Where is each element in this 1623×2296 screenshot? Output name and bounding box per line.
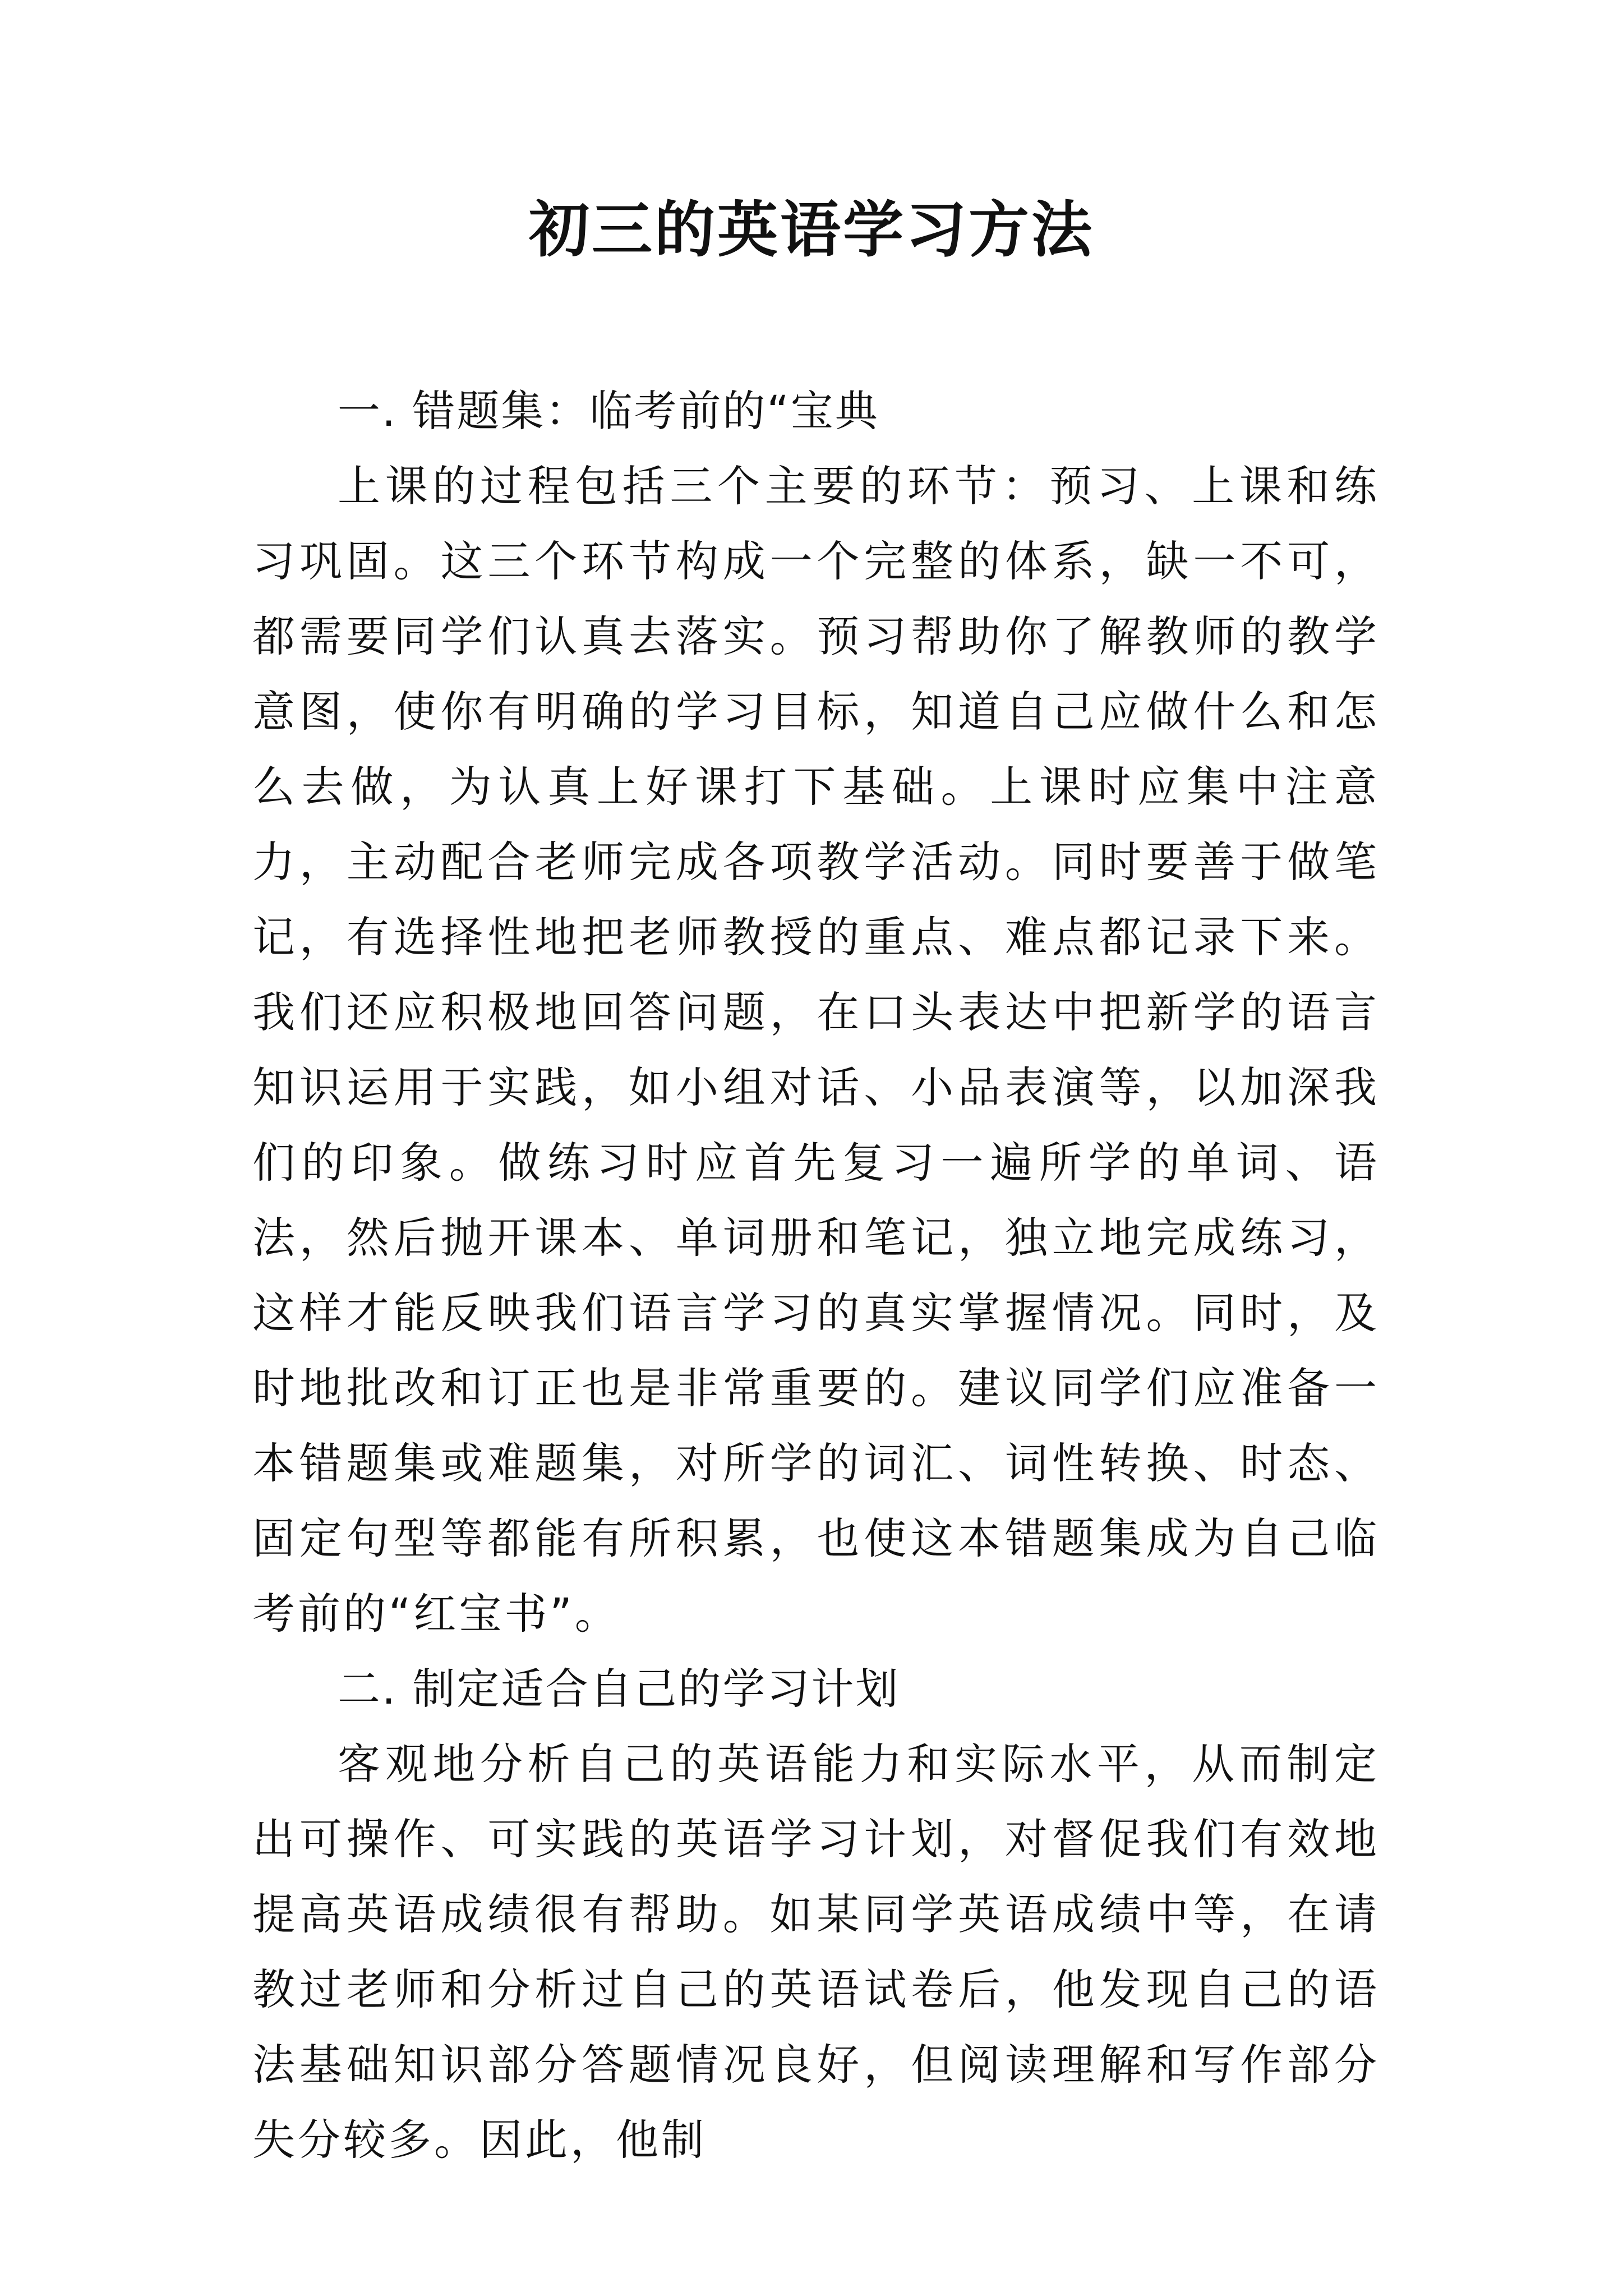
section-2-paragraph: 客观地分析自己的英语能力和实际水平，从而制定出可操作、可实践的英语学习计划，对督促我们有效地提高英语成绩很有帮助。如某同学英语成绩中等，在请教过老师和分析过自己的英语试卷后，他发现自己的语法基础知识部分答题情况良好，但阅读理解和写作部分失分较多。因此，他制 [252, 1739, 1380, 2165]
section-heading-1: 一. 错题集：临考前的“宝典 [338, 386, 879, 436]
section-heading-2: 二. 制定适合自己的学习计划 [338, 1664, 900, 1714]
section-1-paragraph: 上课的过程包括三个主要的环节：预习、上课和练习巩固。这三个环节构成一个完整的体系，缺一不可，都需要同学们认真去落实。预习帮助你了解教师的教学意图，使你有明确的学习目标，知道自己应做什么和怎么去做，为认真上好课打下基础。上课时应集中注意力，主动配合老师完成各项教学活动。同时要善于做笔记，有选择性地把老师教授的重点、难点都记录下来。我们还应积极地回答问题，在口头表达中把新学的语言知识运用于实践，如小组对话、小品表演等，以加深我们的印象。做练习时应首先复习一遍所学的单词、语法，然后抛开课本、单词册和笔记，独立地完成练习，这样才能反映我们语言学习的真实掌握情况。同时，及时地批改和订正也是非常重要的。建议同学们应准备一本错题集或难题集，对所学的词汇、词性转换、时态、固定句型等都能有所积累，也使这本错题集成为自己临考前的“红宝书”。 [252, 461, 1380, 1639]
page-title: 初三的英语学习方法 [528, 195, 1094, 265]
document-body [252, 374, 1380, 2178]
